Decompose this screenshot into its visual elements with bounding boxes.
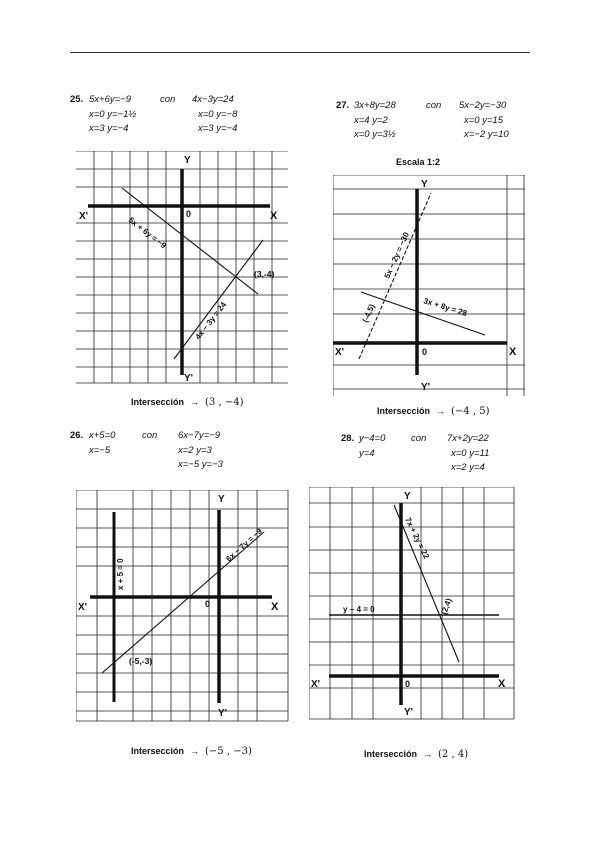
intersection-value: (2 , 4)	[438, 749, 469, 760]
origin-label: 0	[186, 209, 192, 219]
table-cell: x=0 y=−8	[198, 108, 238, 120]
y-label: Y	[404, 491, 411, 502]
arrow-icon: →	[436, 406, 446, 416]
con-word: con	[142, 430, 158, 441]
table-cell: x=0 y=3½	[354, 129, 396, 140]
table-cell: x=−2 y=10	[464, 129, 509, 140]
line-label-1: 5x + 6y = −9	[126, 215, 168, 251]
equation-1: y−4=0	[359, 433, 386, 444]
line-label-2: 3x + 8y = 28	[422, 296, 469, 319]
intersection-label: Intersección	[131, 397, 185, 407]
line-5x2y	[359, 193, 431, 359]
problem-number: 25.	[70, 94, 84, 105]
arrow-icon: →	[190, 397, 200, 407]
line-label-2: 6x − 7y = −9	[224, 526, 264, 564]
table-cell: x=2 y=4	[451, 462, 485, 473]
line-label-2: 4x − 3y = 24	[193, 300, 229, 342]
arrow-icon: →	[190, 746, 200, 756]
intersection-label: Intersección	[377, 406, 431, 416]
y-label: Y	[421, 179, 428, 190]
y-neg-label: Y'	[404, 707, 414, 718]
problem-25	[70, 93, 300, 137]
x-neg-label: X'	[79, 211, 89, 222]
x-label: X	[498, 678, 506, 690]
graph-25	[76, 151, 289, 384]
table-cell: x=0 y=11	[451, 447, 490, 459]
table-cell: x=3 y=−4	[198, 123, 238, 134]
equation-2: 4x−3y=24	[192, 94, 234, 105]
line-label-1: 5x − 2y = −30	[382, 230, 412, 280]
table-cell: x=2 y=3	[178, 444, 212, 456]
x-label: X	[509, 346, 517, 358]
equation-2: 6x−7y=−9	[178, 430, 220, 441]
intersection-27	[377, 406, 489, 417]
equation-2: 5x−2y=−30	[459, 100, 507, 111]
equation-1: 3x+8y=28	[354, 100, 396, 111]
problem-number: 26.	[70, 430, 84, 441]
origin-label: 0	[205, 599, 211, 609]
problem-number: 28.	[341, 433, 355, 444]
con-word: con	[426, 100, 442, 111]
origin-label: 0	[405, 679, 411, 689]
x-label: X	[270, 210, 278, 222]
y-neg-label: Y'	[218, 708, 228, 719]
line-label-2: 7x + 2y = 22	[403, 515, 431, 561]
problem-28	[341, 432, 541, 476]
intersection-value: (3 , −4)	[205, 397, 244, 408]
y-label: Y	[184, 155, 191, 166]
table-cell: x=−5 y=−3	[178, 459, 223, 470]
equation-1: 5x+6y=−9	[89, 94, 131, 105]
con-word: con	[411, 433, 427, 444]
graph-28	[309, 487, 515, 720]
top-rule	[70, 52, 530, 53]
equation-1: x+5=0	[89, 430, 116, 441]
intersection-28	[364, 749, 468, 760]
y-label: Y	[218, 494, 225, 505]
intersection-26	[131, 746, 252, 757]
graph-27	[333, 175, 526, 397]
scale-label: Escala 1:2	[396, 157, 441, 167]
table-cell: x=−5	[89, 444, 111, 456]
point-label: (-4,5)	[360, 302, 377, 324]
x-neg-label: X'	[311, 679, 321, 690]
intersection-25	[131, 397, 243, 408]
arrow-icon: →	[423, 749, 433, 759]
table-cell: x=4 y=2	[354, 114, 388, 126]
problem-27	[336, 99, 536, 143]
intersection-label: Intersección	[364, 749, 418, 759]
point-label: (2,4)	[439, 597, 454, 616]
line-label-1: y − 4 = 0	[343, 605, 375, 614]
point-label: (-5,-3)	[129, 656, 153, 666]
x-label: X	[271, 601, 279, 613]
y-neg-label: Y'	[421, 382, 431, 393]
graph-26	[76, 490, 289, 722]
x-neg-label: X'	[335, 347, 345, 358]
intersection-value: (−5 , −3)	[205, 746, 252, 757]
intersection-label: Intersección	[131, 746, 185, 756]
table-cell: x=0 y=15	[464, 114, 504, 126]
problem-number: 27.	[336, 100, 350, 111]
line-7x2y	[394, 505, 459, 662]
con-word: con	[160, 94, 176, 105]
y-neg-label: Y'	[184, 373, 194, 384]
origin-label: 0	[422, 347, 428, 357]
x-neg-label: X'	[78, 602, 88, 613]
line-label-1: x + 5 = 0	[116, 558, 125, 590]
table-cell: x=0 y=−1½	[89, 108, 137, 120]
table-cell: y=4	[359, 447, 375, 459]
line-4x3y	[174, 240, 263, 359]
intersection-value: (−4 , 5)	[451, 406, 490, 417]
point-label: (3,-4)	[254, 269, 275, 279]
table-cell: x=3 y=−4	[89, 123, 129, 134]
problem-26	[70, 429, 300, 473]
equation-2: 7x+2y=22	[447, 433, 489, 444]
